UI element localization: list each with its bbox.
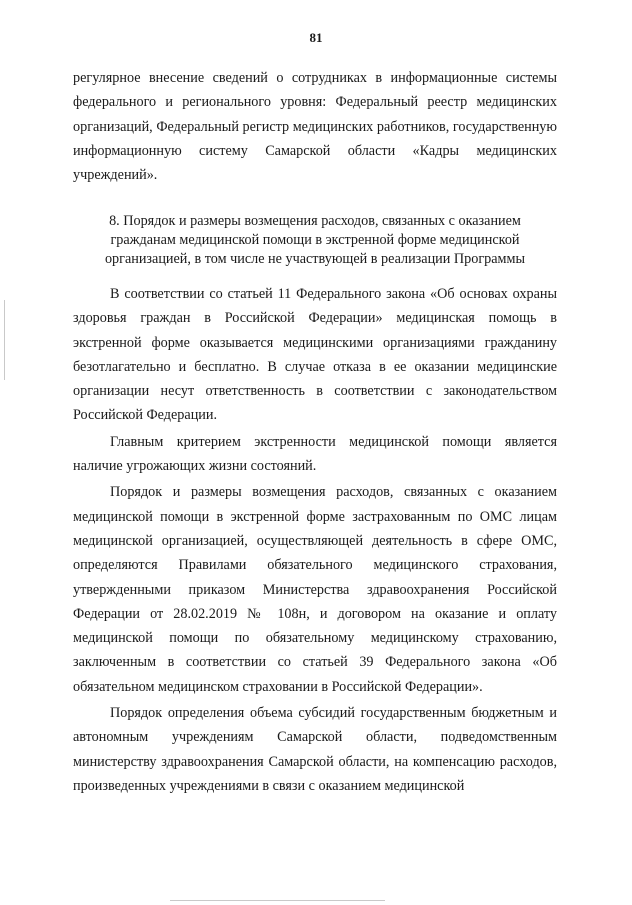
section-heading: [73, 212, 557, 268]
paragraph-reimbursement-procedure: Порядок и размеры возмещения расходов, связанных с оказанием медицинской помощи в экстренной форме застрахованным по ОМС лицам медицинской организацией, осуществляющей деятельность в сфере ОМС, определяются Правилами обязательного медицинского страхования, утвержденными приказом Министерства здравоохранения Российской Федерации от 28.02.2019 № 108н, и договором на оказание и оплату медицинской помощи по обязательному медицинскому страхованию, заключенным в соответствии со статьей 39 Федерального закона «Об обязательном медицинском страховании в Российской Федерации».: [73, 484, 557, 695]
continued-paragraph: регулярное внесение сведений о сотрудниках в информационные системы федерального и регионального уровня: Федеральный реестр медицинских организаций, Федеральный регистр медицинских работников, государственную информационную систему Самарской области «Кадры медицинских учреждений».: [73, 70, 557, 184]
body-text: [73, 282, 557, 798]
section-heading-line-1: 8. Порядок и размеры возмещения расходов, связанных с оказанием: [109, 213, 521, 229]
section-heading-line-3: организацией, в том числе не участвующей в реализации Программы: [104, 250, 526, 267]
paragraph-main-criterion: Главным критерием экстренности медицинской помощи является наличие угрожающих жизни состояний.: [73, 433, 557, 475]
continued-paragraph-block: [73, 66, 557, 187]
paragraph-article-11: В соответствии со статьей 11 Федерального закона «Об основах охраны здоровья граждан в Российской Федерации» медицинская помощь в экстренной форме оказывается медицинскими организациями гражданину безотлагательно и бесплатно. В случае отказа в ее оказании медицинские организации несут ответственность в соответствии с законодательством Российской Федерации.: [73, 286, 557, 424]
paragraph-subsidies-procedure: Порядок определения объема субсидий государственным бюджетным и автономным учреждениям Самарской области, подведомственным министерству здравоохранения Самарской области, на компенсацию расходов, произведенных учреждениями в связи с оказанием медицинской: [73, 705, 557, 794]
scan-margin-line: [4, 300, 5, 380]
section-heading-line-2: гражданам медицинской помощи в экстренной форме медицинской: [110, 231, 520, 248]
scan-bottom-line: [170, 900, 385, 901]
page-number: 81: [309, 30, 323, 45]
